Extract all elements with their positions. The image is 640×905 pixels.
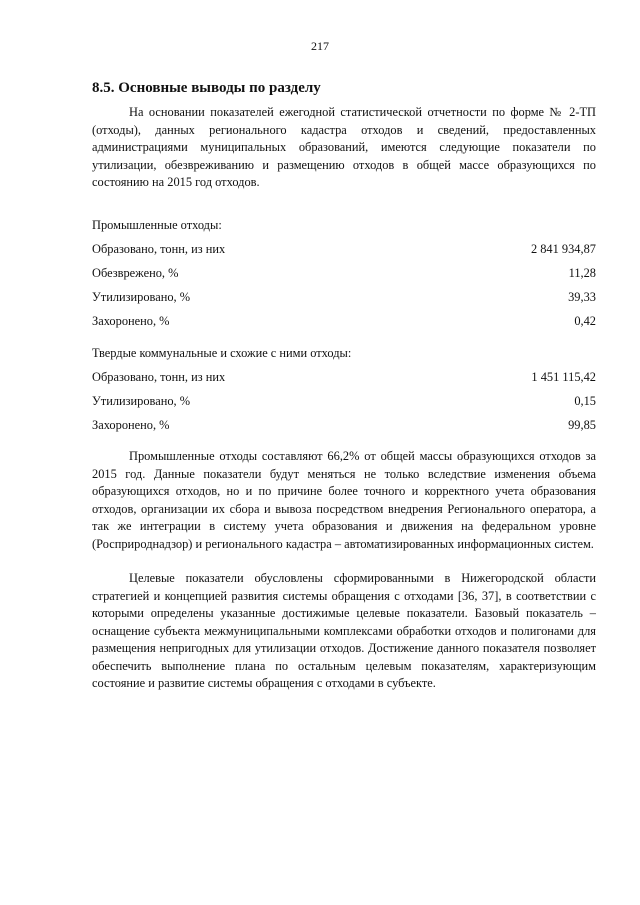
table-row [92,314,596,329]
intro-paragraph: На основании показателей ежегодной статистической отчетности по форме № 2-ТП (отходы), данных регионального кадастра отходов и сведений, предоставленных администрациями муниципальных образований, имеются следующие показатели по утилизации, обезвреживанию и размещению отходов в общей массе образующихся по состоянию на 2015 год отходов. [92,105,596,189]
row-name: Образовано, тонн, из них [92,370,226,384]
row-name: Образовано, тонн, из них [92,242,226,256]
row-name: Захоронено, % [92,418,170,432]
row-value: 2 841 934,87 [530,242,596,256]
table-row [92,290,596,305]
body-paragraph-waste-share: Промышленные отходы составляют 66,2% от общей массы образующихся отходов за 2015 год. Данные показатели будут меняться не только вследствие изменения объема образующихся отходов, но и по причине более точного и корректного учета образования отходов, организации их сбора и вывоза посредством внедрения Регионального оператора, а так же интеграции в систему учета образования и движения на федеральном уровне (Росприроднадзор) и регионального кадастра – автоматизированных информационных систем. [92,449,596,551]
table-row [92,242,596,257]
municipal-waste-label: Твердые коммунальные и схожие с ними отходы: [92,346,352,360]
row-name: Утилизировано, % [92,394,191,408]
table-row [92,418,596,433]
row-value: 0,42 [574,314,596,328]
row-value: 39,33 [568,290,596,304]
table-row [92,266,596,281]
row-value: 99,85 [568,418,596,432]
row-value: 0,15 [574,394,596,408]
row-name: Обезврежено, % [92,266,179,280]
table-row [92,370,596,385]
page-number: 217 [311,39,329,53]
row-name: Захоронено, % [92,314,170,328]
industrial-waste-label: Промышленные отходы: [92,218,222,232]
row-name: Утилизировано, % [92,290,191,304]
body-paragraph-target-indicators: Целевые показатели обусловлены сформированными в Нижегородской области стратегией и концепцией развития системы обращения с отходами [36, 37], в соответствии с которыми определены указанные достижимые целевые показатели. Базовый показатель – оснащение субъекта межмуниципальными комплексами обработки отходов и полигонами для размещения непригодных для утилизации отходов. Достижение данного показателя позволяет обеспечить выполнение плана по остальным целевым показателям, характеризующим состояние и развитие системы обращения с отходами в субъекте. [92,571,596,690]
section-heading: 8.5. Основные выводы по разделу [92,80,321,96]
row-value: 11,28 [568,266,596,280]
row-value: 1 451 115,42 [531,370,596,384]
table-row [92,394,596,409]
